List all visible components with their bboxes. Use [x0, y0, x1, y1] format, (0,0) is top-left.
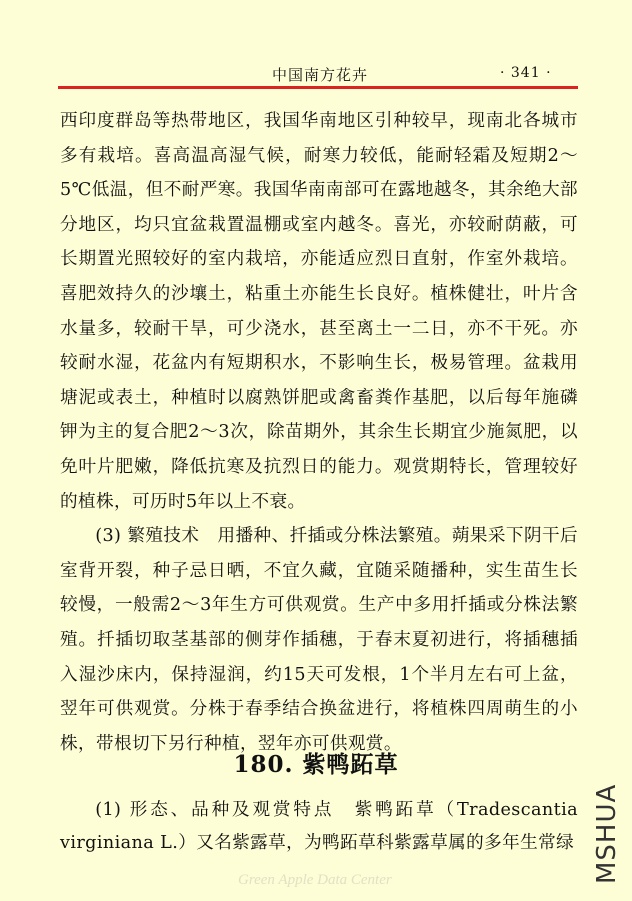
page-number: · 341 · — [500, 65, 552, 81]
paragraph-continued: 西印度群岛等热带地区，我国华南地区引种较早，现南北各城市多有栽培。喜高温高湿气候，耐寒力较低，能耐轻霜及短期2～5℃低温，但不耐严寒。我国华南南部可在露地越冬，其余绝大部分地区，均只宜盆栽置温棚或室内越冬。喜光，亦较耐荫蔽，可长期置光照较好的室内栽培，亦能适应烈日直射，作室外栽培。喜肥效持久的沙壤土，粘重土亦能生长良好。植株健壮，叶片含水量多，较耐干旱，可少浇水，甚至离土一二日，亦不干死。亦较耐水湿，花盆内有短期积水，不影响生长，极易管理。盆栽用塘泥或表土，种植时以腐熟饼肥或禽畜粪作基肥，以后每年施磷钾为主的复合肥2～3次，除苗期外，其余生长期宜少施氮肥，以免叶片肥嫩，降低抗寒及抗烈日的能力。观赏期特长，管理较好的植株，可历时5年以上不衰。 — [60, 111, 578, 512]
body-text — [60, 104, 578, 761]
side-watermark: MSHUA — [592, 783, 622, 884]
section-text — [60, 794, 578, 860]
paragraph-morphology: (1) 形态、品种及观赏特点 紫鸭跖草（Tradescantia virginiana L.）又名紫露草，为鸭跖草科紫露草属的多年生常绿 — [60, 800, 578, 853]
section-heading: 180. 紫鸭跖草 — [233, 751, 399, 778]
header-divider — [58, 86, 578, 89]
running-header-title: 中国南方花卉 — [272, 66, 369, 84]
paragraph-propagation: (3) 繁殖技术 用播种、扦插或分株法繁殖。蒴果采下阴干后室背开裂，种子忌日晒，不宜久藏，宜随采随播种，实生苗生长较慢，一般需2～3年生方可供观赏。生产中多用扦插或分株法繁殖。扦插切取茎基部的侧芽作插穗，于春末夏初进行，将插穗插入湿沙床内，保持湿润，约15天可发根，1个半月左右可上盆，翌年可供观赏。分株于春季结合换盆进行，将植株四周萌生的小株，带根切下另行种植，翌年亦可供观赏。 — [60, 526, 578, 754]
watermark-text: Green Apple Data Center — [238, 872, 392, 888]
